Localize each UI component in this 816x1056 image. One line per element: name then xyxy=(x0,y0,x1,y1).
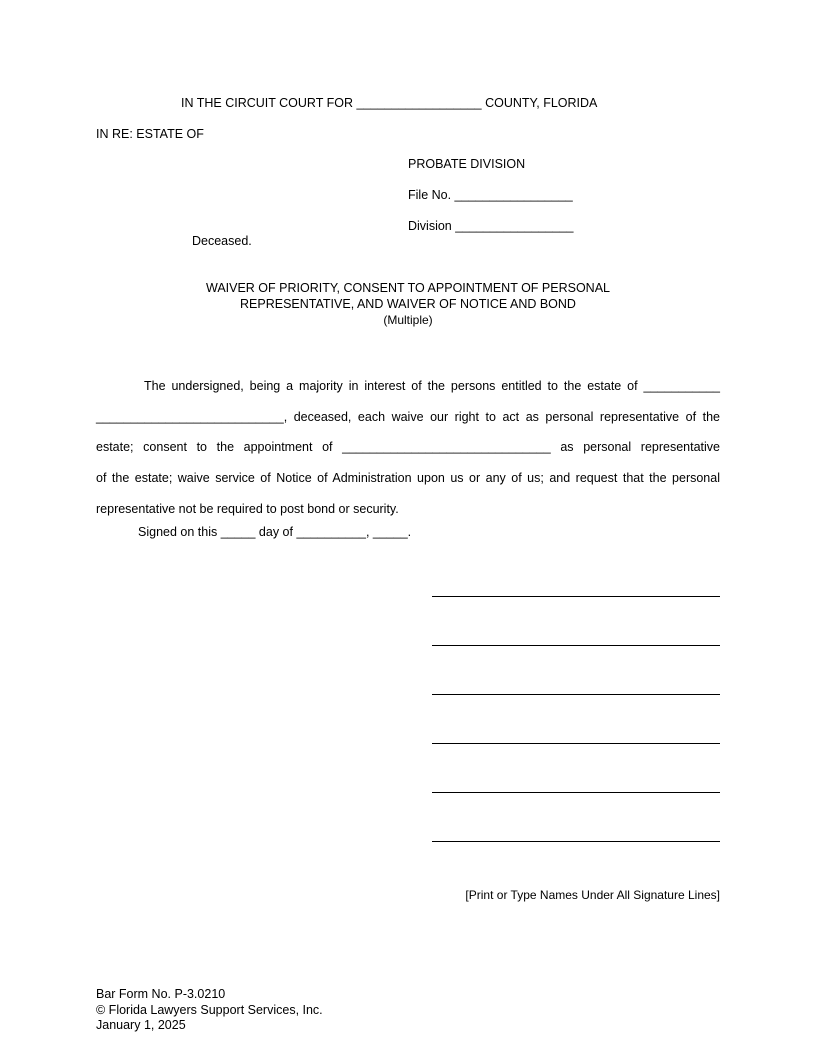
footer-copyright: © Florida Lawyers Support Services, Inc. xyxy=(96,1002,323,1017)
paragraph-line-5: representative not be required to post bond or security. xyxy=(96,501,399,516)
court-heading: IN THE CIRCUIT COURT FOR __________________ COUNTY, FLORIDA xyxy=(181,96,598,110)
signature-line xyxy=(432,645,720,646)
in-re-estate: IN RE: ESTATE OF xyxy=(96,127,204,141)
title-line-3: (Multiple) xyxy=(383,313,433,327)
signature-line xyxy=(432,841,720,842)
paragraph-line-3: estate; consent to the appointment of ______________________________ as personal representative xyxy=(96,440,720,455)
footer-form-number: Bar Form No. P-3.0210 xyxy=(96,987,226,1001)
form-footer xyxy=(96,987,323,1034)
file-number: File No. _________________ xyxy=(408,188,573,202)
paragraph-line-1: The undersigned, being a majority in interest of the persons entitled to the estate of ___________ xyxy=(144,379,720,393)
signature-line xyxy=(432,743,720,744)
paragraph-line-4: of the estate; waive service of Notice of Administration upon us or any of us; and request that the personal xyxy=(96,471,720,486)
paragraph-line-2: ___________________________, deceased, each waive our right to act as personal representative of the xyxy=(96,409,720,424)
division-field: Division _________________ xyxy=(408,219,574,233)
probate-division: PROBATE DIVISION xyxy=(408,157,526,171)
signature-line xyxy=(432,596,720,597)
waiver-paragraph xyxy=(96,371,720,525)
title-line-2: REPRESENTATIVE, AND WAIVER OF NOTICE AND BOND xyxy=(240,297,576,311)
footer-date: January 1, 2025 xyxy=(96,1018,186,1032)
title-line-1: WAIVER OF PRIORITY, CONSENT TO APPOINTMENT OF PERSONAL xyxy=(205,281,610,295)
deceased-label: Deceased. xyxy=(192,234,252,248)
signature-note: [Print or Type Names Under All Signature Lines] xyxy=(465,888,720,902)
signed-date-line: Signed on this _____ day of __________, _____. xyxy=(138,525,412,539)
signature-line xyxy=(432,694,720,695)
signature-line xyxy=(432,792,720,793)
document-title xyxy=(96,280,720,328)
